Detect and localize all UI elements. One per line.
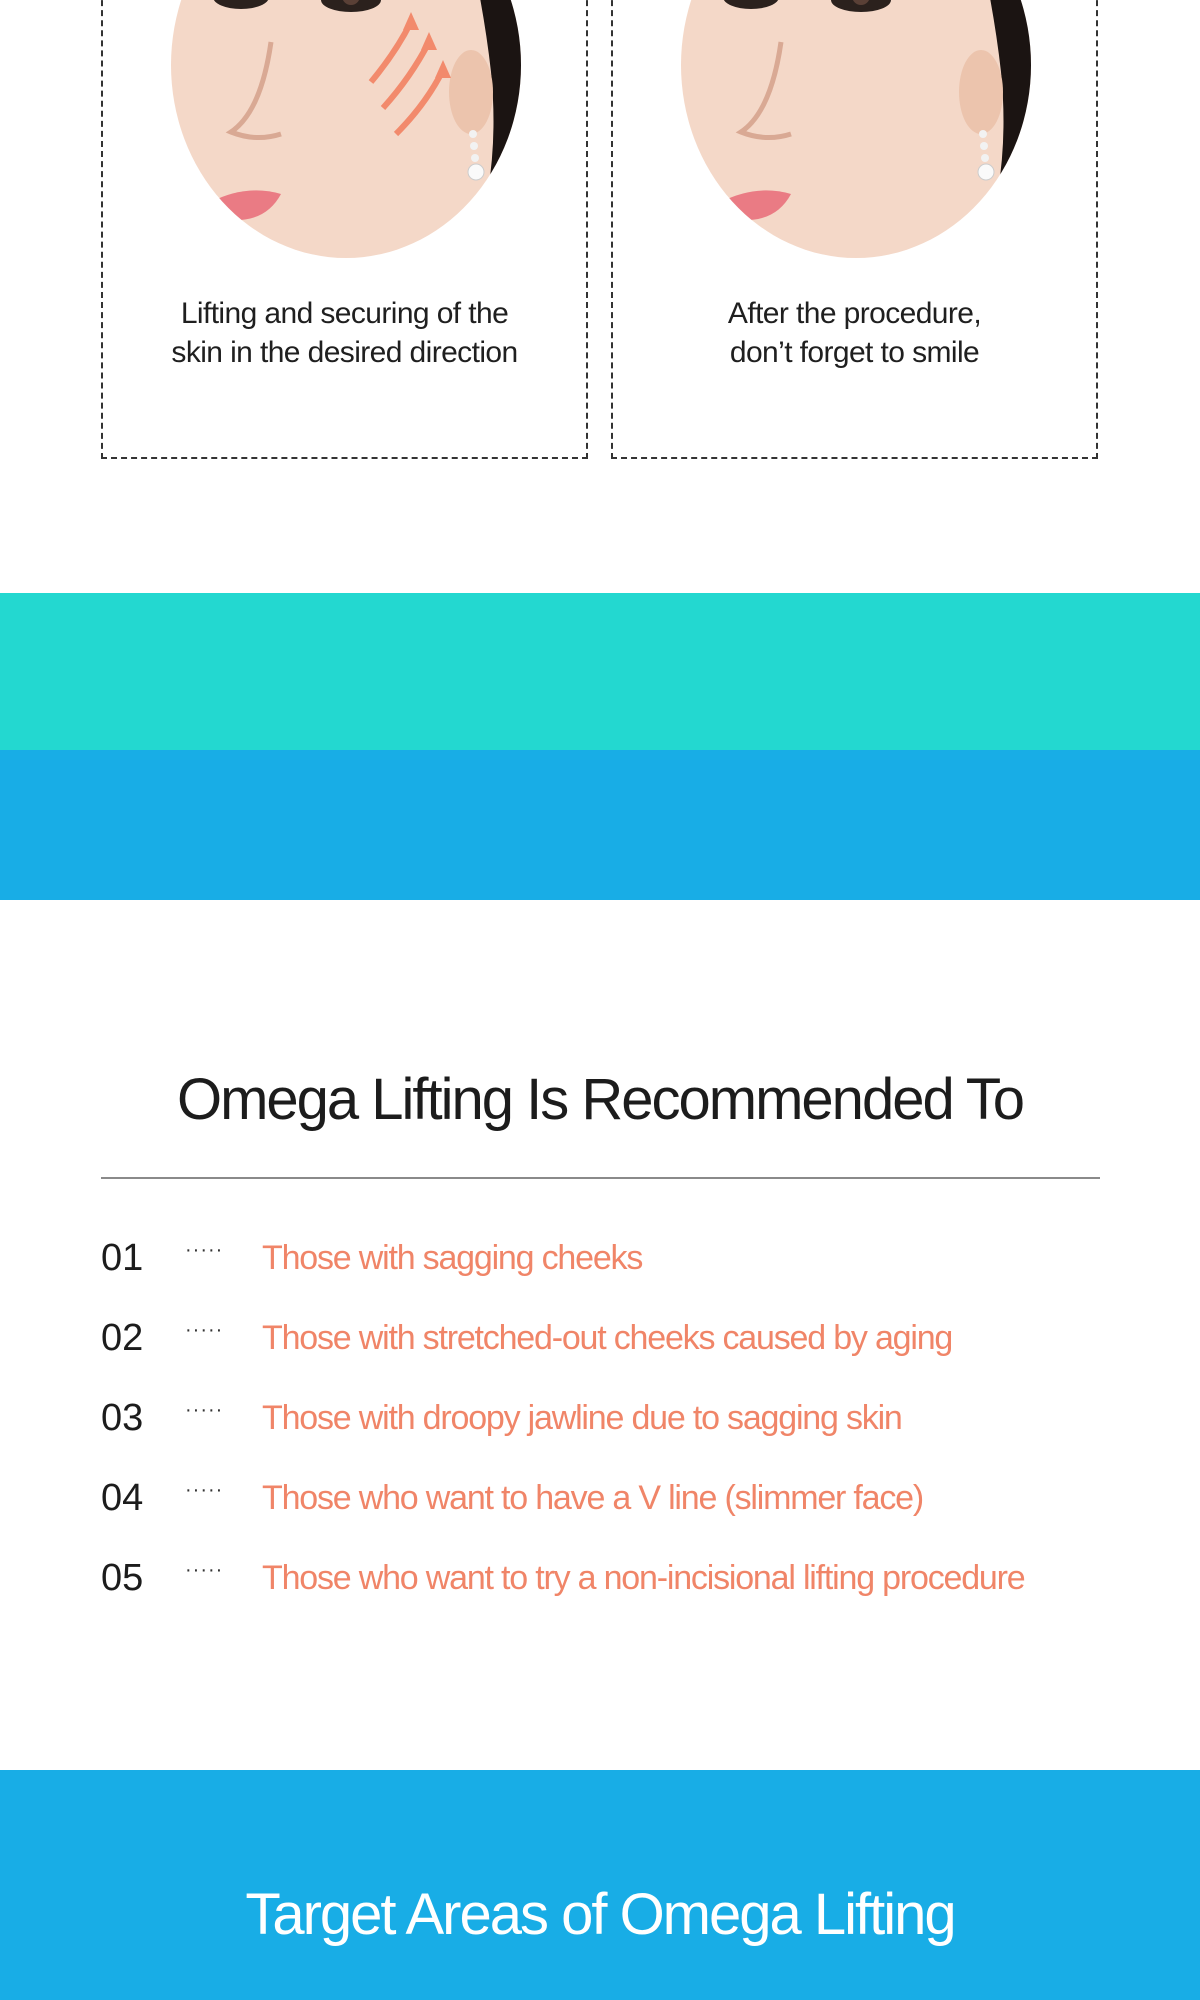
caption-line: Lifting and securing of the [180, 297, 509, 330]
face-icon [681, 0, 1031, 258]
procedure-card-smile [611, 0, 1098, 459]
caption-line: don’t forget to smile [729, 336, 980, 369]
dotted-separator: ····· [185, 1239, 224, 1261]
recommended-list [101, 1230, 1101, 1630]
target-areas-title: Target Areas of Omega Lifting [245, 1882, 955, 1947]
item-text: Those with stretched-out cheeks caused by aging [262, 1319, 953, 1357]
list-item [101, 1390, 1101, 1470]
blue-banner [0, 750, 1200, 900]
list-item [101, 1230, 1101, 1310]
dotted-separator: ····· [185, 1319, 224, 1341]
dotted-separator: ····· [185, 1559, 224, 1581]
item-text: Those with droopy jawline due to sagging skin [262, 1399, 902, 1437]
caption-line: skin in the desired direction [171, 336, 518, 369]
card-caption [613, 294, 1096, 372]
recommended-title: Omega Lifting Is Recommended To [176, 1067, 1024, 1132]
item-number: 01 [101, 1237, 144, 1279]
list-item [101, 1550, 1101, 1630]
item-text: Those with sagging cheeks [262, 1239, 643, 1277]
divider [101, 1177, 1100, 1179]
item-text: Those who want to try a non-incisional lifting procedure [262, 1559, 1025, 1597]
procedure-card-lifting [101, 0, 588, 459]
teal-banner [0, 593, 1200, 750]
card-caption [103, 294, 586, 372]
item-text: Those who want to have a V line (slimmer face) [262, 1479, 923, 1517]
caption-line: After the procedure, [727, 297, 982, 330]
item-number: 02 [101, 1317, 144, 1359]
item-number: 04 [101, 1477, 144, 1519]
list-item [101, 1310, 1101, 1390]
item-number: 05 [101, 1557, 144, 1599]
item-number: 03 [101, 1397, 144, 1439]
face-with-lift-arrows-icon [171, 0, 521, 258]
dotted-separator: ····· [185, 1399, 224, 1421]
dotted-separator: ····· [185, 1479, 224, 1501]
list-item [101, 1470, 1101, 1550]
